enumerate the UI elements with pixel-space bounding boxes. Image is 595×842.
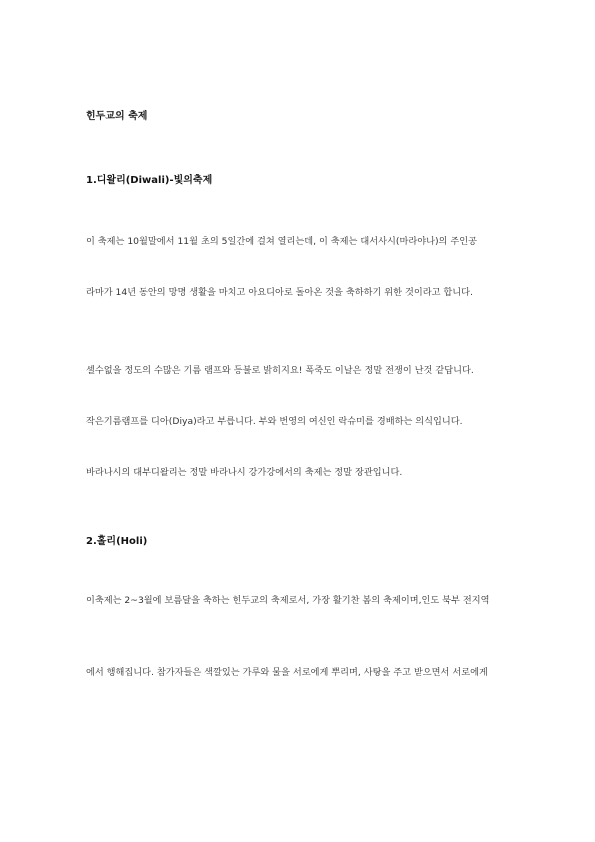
paragraph: 이 축제는 10월말에서 11월 초의 5일간에 걸쳐 열리는데, 이 축제는 대서사시(마라야나)의 주인공: [86, 236, 477, 247]
paragraph: 셀수없을 정도의 수많은 기름 램프와 등불로 밝히지요! 폭죽도 이날은 정말 전쟁이 난것 같답니다.: [86, 365, 474, 376]
paragraph: 에서 행해집니다. 참가자들은 색깔있는 가루와 물을 서로에게 뿌리며, 사탕을 주고 받으면서 서로에게: [86, 667, 488, 678]
paragraph: 이축제는 2~3월에 보름달을 축하는 힌두교의 축제로서, 가장 활기찬 봄의 축제이며,인도 북부 전지역: [86, 595, 490, 606]
section-heading-holi: 2.홀리(Holi): [86, 536, 148, 547]
paragraph: 작은기름램프를 디아(Diya)라고 부릅니다. 부와 번영의 여신인 락슈미를 경배하는 의식입니다.: [86, 416, 463, 427]
page-title: 힌두교의 축제: [86, 111, 148, 122]
paragraph: 바라나시의 대부디왈리는 정말 바라나시 강가강에서의 축제는 정말 장관입니다.: [86, 467, 403, 478]
section-heading-diwali: 1.디왈리(Diwali)-빛의축제: [86, 175, 213, 186]
paragraph: 라마가 14년 동안의 망명 생활을 마치고 아요디아로 돌아온 것을 축하하기 위한 것이라고 합니다.: [86, 287, 473, 298]
